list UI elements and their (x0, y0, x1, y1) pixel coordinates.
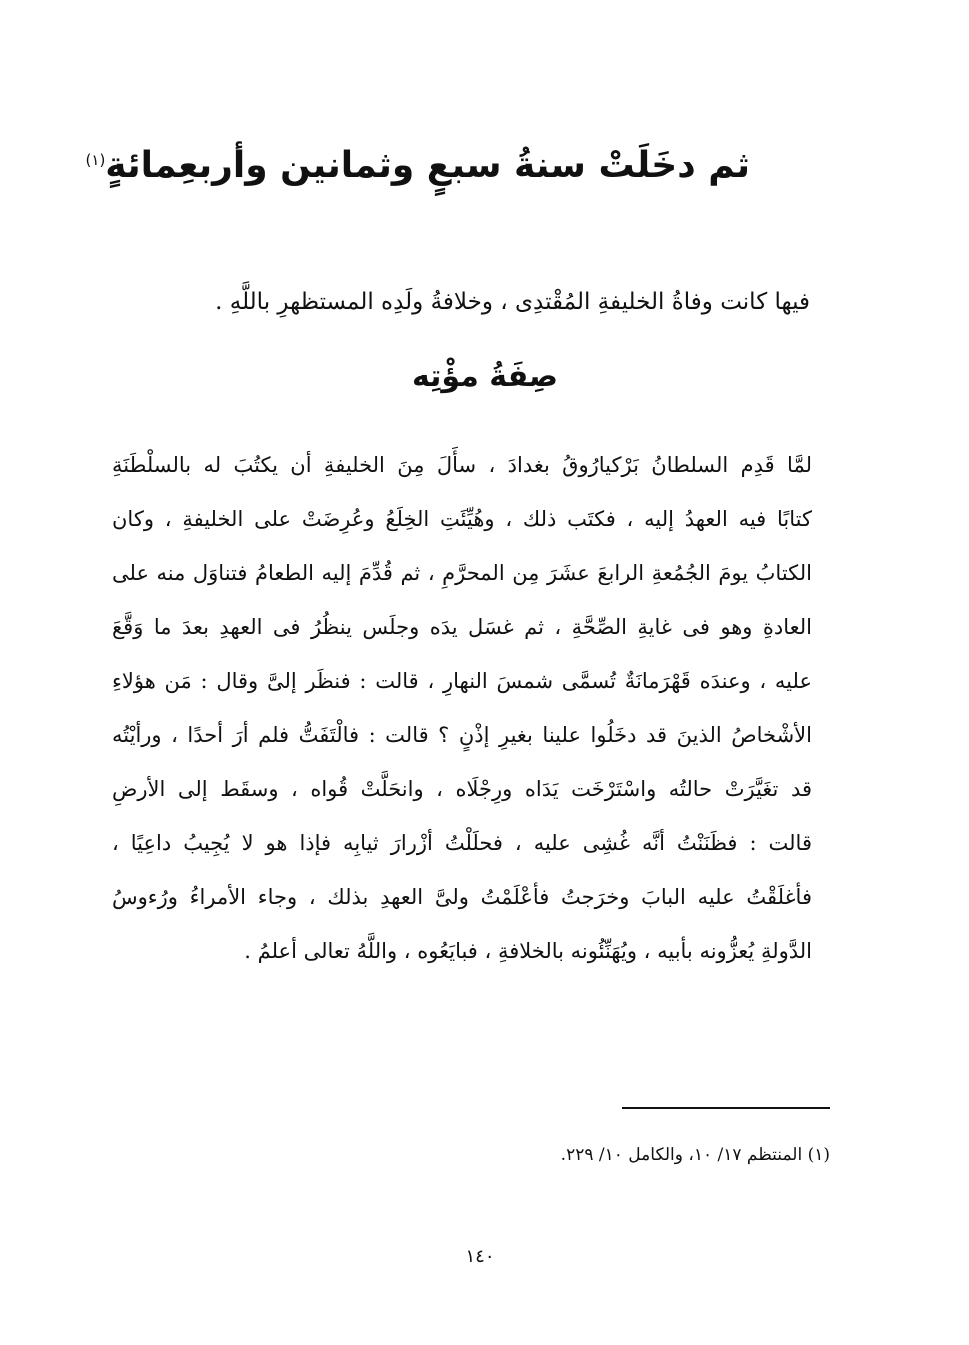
footnote: (١) المنتظم ١٧/ ١٠، والكامل ١٠/ ٢٢٩. (560, 1145, 830, 1165)
body-line: الدَّولةِ يُعزُّونه بأبيه ، ويُهَنِّئُونه بالخلافةِ ، فبايَعُوه ، واللَّهُ تعالى أعلمُ . (244, 939, 812, 963)
body-paragraph (112, 438, 812, 978)
body-line: عليه ، وعندَه قَهْرَمانَةٌ تُسمَّى شمسَ النهارِ ، قالت : فنظَر إلىَّ وقال : مَن هؤلاءِ (112, 669, 812, 693)
body-line: قالت : فظَنَنْتُ أنَّه غُشِى عليه ، فحلَلْتُ أزْرارَ ثيابِه فإذا هو لا يُجِيبُ داعِيًا ، (112, 831, 812, 855)
body-line: كتابًا فيه العهدُ إليه ، فكتَب ذلك ، وهُيِّئَتِ الخِلَعُ وعُرِضَتْ على الخليفةِ ، وكان (112, 507, 812, 531)
chapter-heading (85, 138, 750, 194)
page-number: ١٤٠ (465, 1246, 495, 1267)
body-line: قد تغَيَّرَتْ حالتُه واسْتَرْخَت يَدَاه ورِجْلَاه ، وانحَلَّتْ قُواه ، وسقَط إلى الأرضِ (112, 777, 812, 801)
chapter-heading-text: ثم دخَلَتْ سنةُ سبعٍ وثمانين وأربعِمائةٍ (105, 145, 750, 186)
footnote-reference[interactable]: (١) (85, 151, 106, 169)
body-line: الأشْخاصُ الذينَ قد دخَلُوا علينا بغيرِ إذْنٍ ؟ قالت : فالْتَفَتُّ فلم أرَ أحدًا ، ورأيْتُه (112, 723, 812, 747)
body-line: لمَّا قَدِم السلطانُ بَرْكيارُوقُ بغدادَ ، سأَلَ مِنَ الخليفةِ أن يكتُبَ له بالسلْطَنَةِ (112, 453, 812, 477)
section-heading: صِفَةُ مؤْتِه (411, 359, 559, 394)
body-line: الكتابُ يومَ الجُمُعةِ الرابعَ عشَرَ مِن المحرَّمِ ، ثم قُدِّمَ إليه الطعامُ فتناوَل منه على (112, 561, 812, 585)
body-line: العادةِ وهو فى غايةِ الصِّحَّةِ ، ثم غسَل يدَه وجلَس ينظُرُ فى العهدِ بعدَ ما وَقَّعَ (112, 615, 812, 639)
body-line: فأغلَقْتُ عليه البابَ وخرَجتُ فأعْلَمْتُ ولىَّ العهدِ بذلك ، وجاء الأمراءُ ورُءوسُ (112, 885, 812, 909)
intro-paragraph: فيها كانت وفاةُ الخليفةِ المُقْتدِى ، وخلافةُ ولَدِه المستظهرِ باللَّهِ . (215, 289, 810, 315)
footnote-divider (622, 1107, 830, 1109)
